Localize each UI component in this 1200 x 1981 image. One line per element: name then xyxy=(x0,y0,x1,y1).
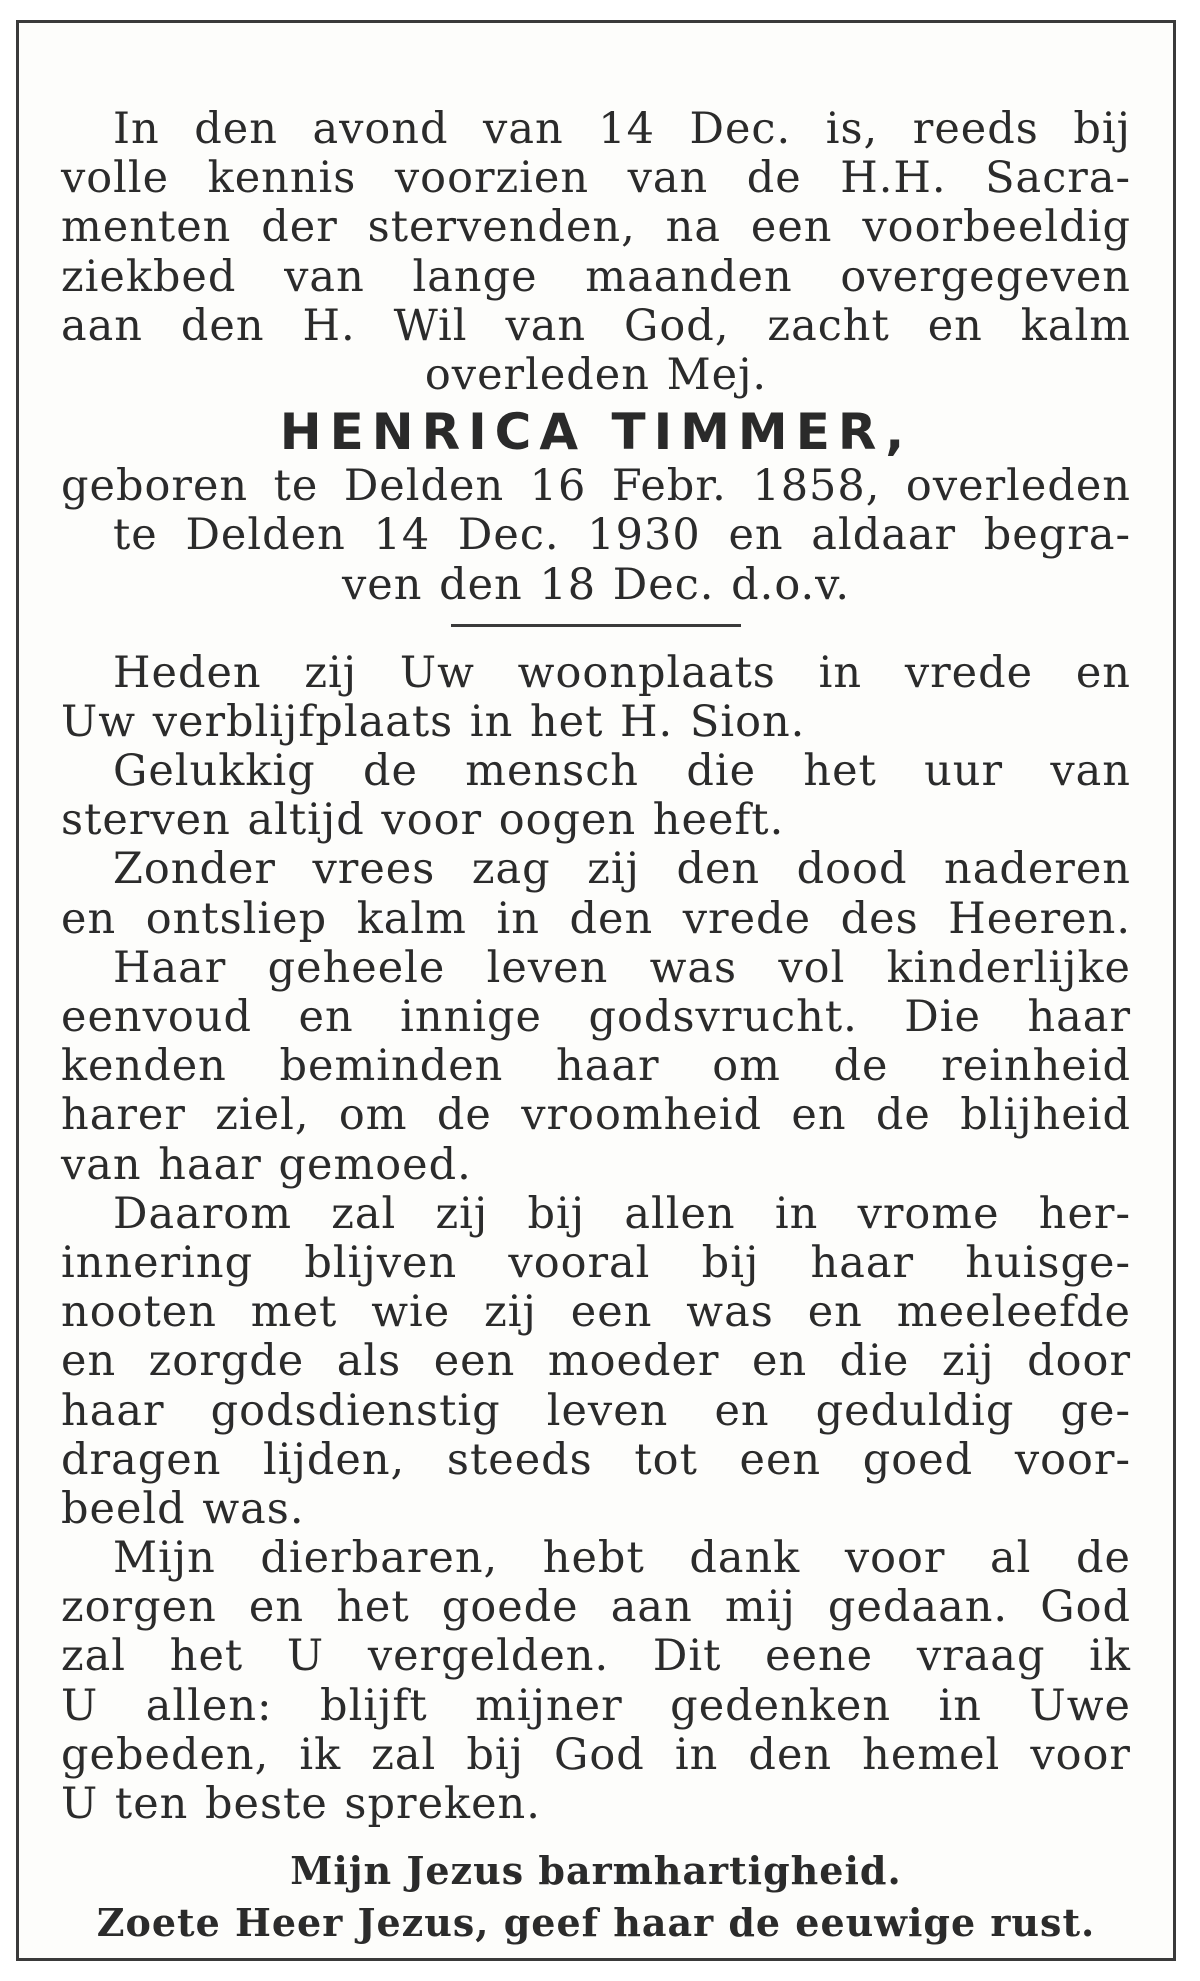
text-line: U allen: blijft mijner gedenken in Uwe xyxy=(61,1680,1131,1731)
closing-prayer-2: Zoete Heer Jezus, geef haar de eeuwige rust. xyxy=(96,1900,1096,1946)
text-line: nooten met wie zij een was en meeleefde xyxy=(61,1287,1131,1338)
text-line: ziekbed van lange maanden overgegeven xyxy=(61,251,1131,302)
text-line: Uw verblijfplaats in het H. Sion. xyxy=(61,696,806,747)
text-line: Heden zij Uw woonplaats in vrede en xyxy=(113,647,1131,698)
divider xyxy=(451,624,741,627)
text-line: dragen lijden, steeds tot een goed voor- xyxy=(61,1434,1131,1485)
text-line: overleden Mej. xyxy=(424,349,768,400)
closing-prayers xyxy=(61,1845,1131,1949)
text-line: eenvoud en innige godsvrucht. Die haar xyxy=(61,992,1131,1042)
body-text xyxy=(61,649,1131,1830)
card-text xyxy=(61,105,1131,1949)
deceased-name: HENRICA TIMMER, xyxy=(279,403,913,462)
memorial-card xyxy=(16,20,1176,1961)
text-line: innering blijven vooral bij haar huisge- xyxy=(61,1237,1131,1288)
text-line: sterven altijd voor oogen heeft. xyxy=(61,795,785,846)
text-line: van haar gemoed. xyxy=(61,1139,472,1190)
text-line: zal het U vergelden. Dit eene vraag ik xyxy=(61,1631,1131,1682)
text-line: In den avond van 14 Dec. is, reeds bij xyxy=(113,104,1131,154)
text-line: en zorgde als een moeder en die zij door xyxy=(61,1336,1131,1387)
text-line: Gelukkig de mensch die het uur van xyxy=(113,746,1131,797)
closing-prayer-1: Mijn Jezus barmhartigheid. xyxy=(290,1848,902,1894)
text-line: geboren te Delden 16 Febr. 1858, overleden xyxy=(61,461,1131,512)
intro-paragraph xyxy=(61,105,1131,400)
text-line: haar godsdienstig leven en geduldig ge- xyxy=(61,1385,1131,1436)
text-line: menten der stervenden, na een voorbeeldig xyxy=(61,202,1131,253)
text-line: beeld was. xyxy=(61,1483,305,1534)
text-line: ven den 18 Dec. d.o.v. xyxy=(341,559,851,610)
text-line: U ten beste spreken. xyxy=(61,1779,541,1829)
text-line: volle kennis voorzien van de H.H. Sacra- xyxy=(61,153,1131,204)
text-line: zorgen en het goede aan mij gedaan. God xyxy=(61,1582,1131,1633)
text-line: te Delden 14 Dec. 1930 en aldaar begra- xyxy=(113,510,1131,561)
text-line: Daarom zal zij bij allen in vrome her- xyxy=(113,1188,1131,1239)
text-line: aan den H. Wil van God, zacht en kalm xyxy=(61,300,1131,351)
text-line: Zonder vrees zag zij den dood naderen xyxy=(113,844,1131,895)
birth-death-paragraph xyxy=(61,462,1131,610)
text-line: Haar geheele leven was vol kinderlijke xyxy=(113,942,1131,993)
text-line: harer ziel, om de vroomheid en de blijheid xyxy=(61,1090,1131,1141)
text-line: en ontsliep kalm in den vrede des Heeren. xyxy=(61,893,1131,944)
text-line: kenden beminden haar om de reinheid xyxy=(61,1041,1131,1092)
text-line: gebeden, ik zal bij God in den hemel voor xyxy=(61,1729,1131,1780)
text-line: Mijn dierbaren, hebt dank voor al de xyxy=(113,1533,1131,1584)
